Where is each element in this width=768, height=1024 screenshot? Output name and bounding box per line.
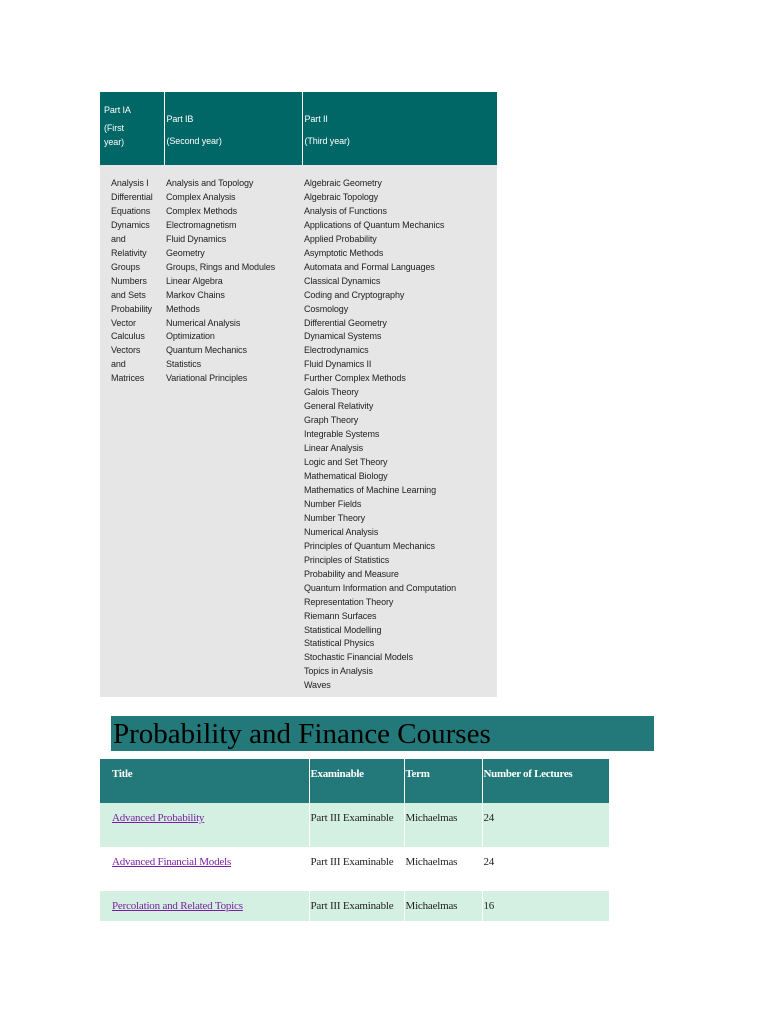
courses-table bbox=[100, 759, 609, 921]
part-ii-course: Galois Theory bbox=[304, 387, 359, 398]
part-ii-course: Dynamical Systems bbox=[304, 331, 382, 342]
part-ia-course: Equations bbox=[111, 205, 151, 216]
part-ii-course: General Relativity bbox=[304, 401, 374, 412]
part-ia-course: and bbox=[111, 233, 126, 244]
tripos-parts-table bbox=[100, 92, 497, 697]
part-ii-course: Probability and Measure bbox=[304, 568, 399, 579]
part-ia-courses bbox=[100, 165, 164, 697]
part-ib-course: Variational Principles bbox=[166, 373, 248, 384]
part-ii-course: Automata and Formal Languages bbox=[304, 261, 435, 272]
column-header-term: Term bbox=[404, 759, 482, 803]
part-ib-course: Methods bbox=[166, 303, 200, 314]
part-ib-course: Groups, Rings and Modules bbox=[166, 261, 276, 272]
part-ib-course: Geometry bbox=[166, 247, 205, 258]
part-ia-course: Relativity bbox=[111, 247, 147, 258]
table-row bbox=[100, 891, 609, 921]
course-term: Michaelmas bbox=[404, 891, 482, 921]
part-ib-course: Linear Algebra bbox=[166, 275, 223, 286]
courses-header-row bbox=[100, 759, 609, 803]
course-link[interactable]: Percolation and Related Topics bbox=[112, 900, 243, 912]
header-part-ib-subtitle: (Second year) bbox=[166, 136, 222, 146]
course-examinable: Part III Examinable bbox=[309, 847, 404, 891]
part-ii-course: Representation Theory bbox=[304, 596, 394, 607]
part-ia-course: Probability bbox=[111, 303, 152, 314]
part-ii-course: Electrodynamics bbox=[304, 345, 369, 356]
header-part-ia-subtitle-1: (First bbox=[104, 123, 124, 133]
part-ia-course: Analysis I bbox=[111, 178, 149, 188]
part-ia-course: and Sets bbox=[111, 289, 146, 300]
part-ii-course: Cosmology bbox=[304, 303, 349, 314]
course-term: Michaelmas bbox=[404, 847, 482, 891]
part-ii-course: Applications of Quantum Mechanics bbox=[304, 219, 445, 230]
part-ii-course: Classical Dynamics bbox=[304, 275, 381, 286]
course-link[interactable]: Advanced Financial Models bbox=[112, 856, 232, 868]
course-link[interactable]: Advanced Probability bbox=[112, 812, 205, 824]
part-ia-course: Matrices bbox=[111, 373, 145, 384]
part-ib-courses bbox=[164, 165, 302, 697]
header-part-ib bbox=[164, 92, 302, 165]
part-ii-course: Integrable Systems bbox=[304, 429, 380, 440]
part-ia-course: Numbers bbox=[111, 275, 147, 286]
part-ii-course: Logic and Set Theory bbox=[304, 457, 388, 468]
header-part-ii-title: Part II bbox=[304, 114, 328, 124]
part-ib-course: Complex Analysis bbox=[166, 191, 236, 202]
part-ia-course: Groups bbox=[111, 261, 140, 272]
part-ia-course: Differential bbox=[111, 191, 153, 202]
part-ib-course: Analysis and Topology bbox=[166, 178, 254, 188]
part-ii-course: Asymptotic Methods bbox=[304, 247, 384, 258]
tripos-body-row bbox=[100, 165, 497, 697]
header-part-ib-title: Part IB bbox=[166, 114, 194, 124]
tripos-header-row bbox=[100, 92, 497, 165]
column-header-lectures: Number of Lectures bbox=[482, 759, 609, 803]
course-title-cell bbox=[100, 847, 309, 891]
part-ii-course: Number Theory bbox=[304, 512, 366, 523]
header-part-ia-subtitle-2: year) bbox=[104, 137, 125, 147]
part-ib-course: Statistics bbox=[166, 359, 202, 370]
part-ib-course: Complex Methods bbox=[166, 205, 238, 216]
course-lectures: 16 bbox=[482, 891, 609, 921]
part-ii-course: Number Fields bbox=[304, 498, 362, 509]
section-title: Probability and Finance Courses bbox=[111, 716, 654, 751]
header-part-ia-title: Part IA bbox=[104, 105, 131, 115]
part-ii-course: Further Complex Methods bbox=[304, 373, 406, 384]
part-ib-course: Electromagnetism bbox=[166, 219, 237, 230]
course-title-cell bbox=[100, 803, 309, 847]
part-ii-course: Principles of Statistics bbox=[304, 554, 390, 565]
part-ii-course: Linear Analysis bbox=[304, 443, 364, 454]
part-ib-course: Fluid Dynamics bbox=[166, 233, 227, 244]
part-ii-course: Analysis of Functions bbox=[304, 205, 387, 216]
part-ia-course: and bbox=[111, 359, 126, 370]
part-ia-course: Vectors bbox=[111, 345, 141, 356]
part-ib-course: Numerical Analysis bbox=[166, 317, 241, 328]
course-lectures: 24 bbox=[482, 803, 609, 847]
part-ib-course: Optimization bbox=[166, 331, 215, 342]
part-ii-course: Mathematical Biology bbox=[304, 471, 388, 482]
part-ii-course: Fluid Dynamics II bbox=[304, 359, 372, 370]
part-ii-course: Algebraic Geometry bbox=[304, 178, 382, 188]
part-ib-course: Quantum Mechanics bbox=[166, 345, 247, 356]
part-ii-course: Riemann Surfaces bbox=[304, 610, 377, 621]
part-ii-course: Stochastic Financial Models bbox=[304, 652, 413, 663]
part-ii-course: Principles of Quantum Mechanics bbox=[304, 540, 435, 551]
part-ia-course: Calculus bbox=[111, 331, 145, 342]
column-header-title: Title bbox=[100, 759, 309, 803]
part-ia-course: Dynamics bbox=[111, 219, 150, 230]
part-ii-course: Topics in Analysis bbox=[304, 666, 373, 677]
course-examinable: Part III Examinable bbox=[309, 891, 404, 921]
part-ii-course: Coding and Cryptography bbox=[304, 289, 405, 300]
part-ii-course: Statistical Physics bbox=[304, 638, 375, 649]
part-ii-course: Graph Theory bbox=[304, 415, 359, 426]
part-ii-course: Applied Probability bbox=[304, 233, 377, 244]
header-part-ii-subtitle: (Third year) bbox=[304, 136, 350, 146]
part-ii-course: Algebraic Topology bbox=[304, 191, 379, 202]
part-ii-course: Numerical Analysis bbox=[304, 526, 379, 537]
part-ii-courses bbox=[302, 165, 497, 697]
table-row bbox=[100, 803, 609, 847]
course-examinable: Part III Examinable bbox=[309, 803, 404, 847]
header-part-ii bbox=[302, 92, 497, 165]
part-ii-course: Waves bbox=[304, 680, 331, 691]
column-header-examinable: Examinable bbox=[309, 759, 404, 803]
part-ib-course: Markov Chains bbox=[166, 289, 225, 300]
course-title-cell bbox=[100, 891, 309, 921]
course-lectures: 24 bbox=[482, 847, 609, 891]
part-ii-course: Quantum Information and Computation bbox=[304, 582, 457, 593]
course-term: Michaelmas bbox=[404, 803, 482, 847]
part-ii-course: Mathematics of Machine Learning bbox=[304, 484, 436, 495]
part-ia-course: Vector bbox=[111, 317, 136, 328]
header-part-ia bbox=[100, 92, 164, 165]
table-row bbox=[100, 847, 609, 891]
part-ii-course: Statistical Modelling bbox=[304, 624, 382, 635]
part-ii-course: Differential Geometry bbox=[304, 317, 387, 328]
